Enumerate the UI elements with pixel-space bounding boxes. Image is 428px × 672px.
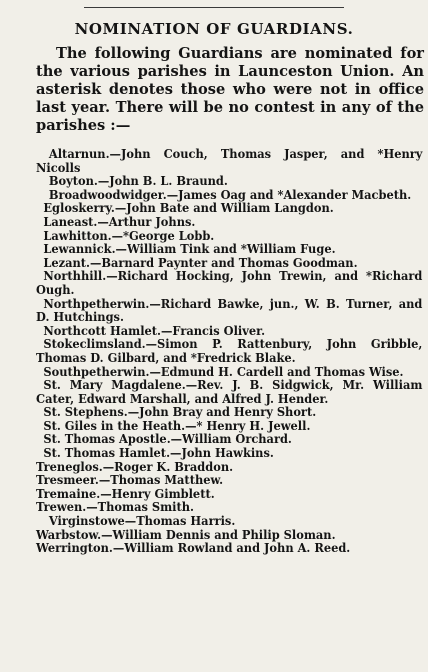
list-item: St. Giles in the Heath.—* Henry H. Jewell.: [43, 417, 311, 433]
list-item: Trewen.—Thomas Smith.: [36, 499, 194, 515]
list-item: Stokeclimsland.—Simon P. Rattenbury, John Gribble, Thomas D. Gilbard, and *Fredrick Blake.: [36, 336, 423, 365]
list-item: Tresmeer.—Thomas Matthew.: [36, 472, 224, 488]
list-item: Northhill.—Richard Hocking, John Trewin, and *Richard Ough.: [36, 268, 423, 297]
list-item: Treneglos.—Roger K. Braddon.: [36, 458, 234, 474]
list-item: St. Thomas Apostle.—William Orchard.: [43, 431, 292, 447]
list-item: Southpetherwin.—Edmund H. Cardell and Thomas Wise.: [43, 363, 404, 379]
list-item: Virginstowe—Thomas Harris.: [48, 513, 236, 529]
list-item: Laneast.—Arthur Johns.: [43, 213, 196, 229]
list-item: St. Stephens.—John Bray and Henry Short.: [43, 404, 317, 420]
list-item: Boyton.—John B. L. Braund.: [48, 173, 228, 189]
list-item: Egloskerry.—John Bate and William Langdon.: [43, 200, 334, 216]
list-item: Altarnun.—John Couch, Thomas Jasper, and *Henry Nicolls: [36, 146, 423, 175]
list-item: Warbstow.—William Dennis and Philip Sloman.: [36, 526, 336, 542]
intro-paragraph: The following Guardians are nominated for the various parishes in Launceston Union. An asterisk denotes those who were not in office last year. There will be no contest in any of the parishes :—: [36, 45, 424, 134]
list-item: Northcott Hamlet.—Francis Oliver.: [43, 322, 266, 338]
guardian-list: [36, 147, 424, 555]
article-title: NOMINATION OF GUARDIANS.: [74, 20, 354, 38]
top-rule: [84, 7, 344, 8]
list-item: Lezant.—Barnard Paynter and Thomas Goodman.: [43, 254, 358, 270]
list-item: Tremaine.—Henry Gimblett.: [36, 485, 215, 501]
list-item: Broadwoodwidger.—James Oag and *Alexander Macbeth.: [48, 186, 412, 202]
list-item: St. Thomas Hamlet.—John Hawkins.: [43, 445, 274, 461]
list-item: St. Mary Magdalene.—Rev. J. B. Sidgwick, Mr. William Cater, Edward Marshall, and Alfred J. Hender.: [36, 377, 423, 406]
list-item: Lewannick.—William Tink and *William Fuge.: [43, 241, 336, 257]
list-item: Lawhitton.—*George Lobb.: [43, 227, 215, 243]
list-item: Northpetherwin.—Richard Bawke, jun., W. B. Turner, and D. Hutchings.: [36, 295, 423, 325]
list-item: Werrington.—William Rowland and John A. Reed.: [36, 540, 351, 556]
